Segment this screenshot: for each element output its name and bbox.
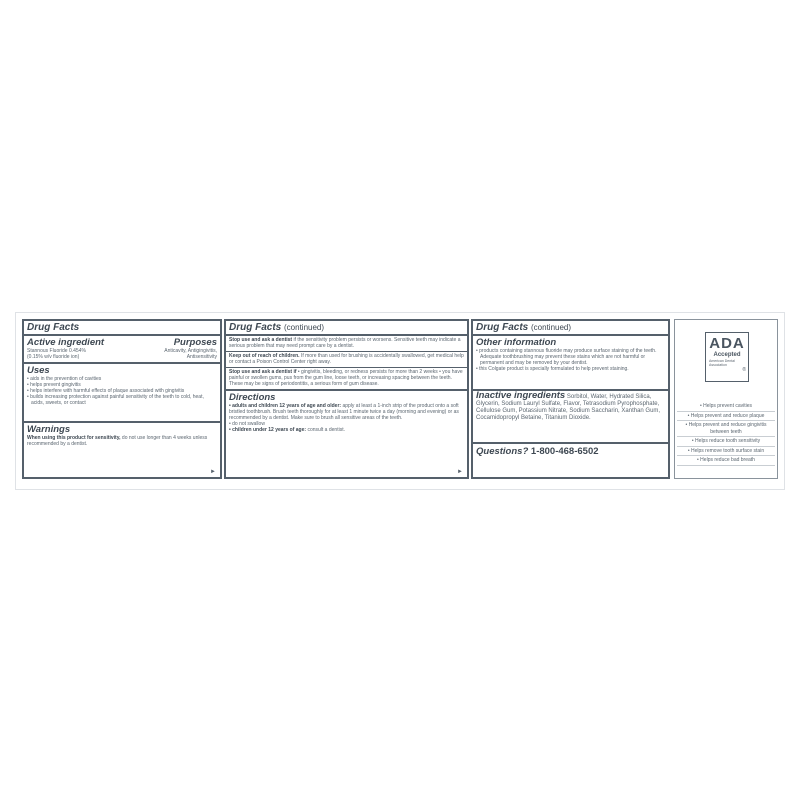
stop-use-if-heading: Stop use and ask a dentist if: [229, 369, 297, 375]
continued-label: (continued): [284, 323, 325, 332]
inactive-ingredients-section: [473, 391, 668, 444]
use-item: • helps prevent gingivitis: [27, 382, 81, 388]
inactive-ingredients-text: Sorbitol, Water, Hydrated Silica, Glycerin, Sodium Lauryl Sulfate, Flavor, Tetrasodium Pyrophosphate, Cellulose Gum, Potassium Nitrate, Sodium Saccharin, Xanthan Gum, Cocamidopropyl Betaine, Titanium Dioxide.: [476, 394, 661, 421]
registered-mark-icon: ®: [742, 367, 746, 373]
stop-use-text: if the sensitivity problem persists or worsens. Sensitive teeth may indicate a serious problem that may need prompt care by a dentist.: [229, 337, 461, 349]
use-item: • aids in the prevention of cavities: [27, 376, 102, 382]
panel-title-text: Drug Facts: [229, 322, 282, 333]
keep-out-heading: Keep out of reach of children.: [229, 353, 300, 359]
warnings-heading: Warnings: [27, 424, 71, 435]
drug-facts-panel-2: [224, 319, 469, 479]
drug-facts-label: [15, 312, 785, 490]
questions-label: Questions?: [476, 446, 529, 457]
ada-association-name: American Dental Association: [709, 359, 735, 367]
stop-use-gingivitis: [226, 368, 467, 391]
ada-claims-list: [677, 402, 775, 466]
direction-children-text: consult a dentist.: [307, 427, 345, 433]
direction-children: [229, 427, 464, 433]
directions-heading: Directions: [229, 392, 276, 403]
fluoride-ion-line: (0.15% w/v fluoride ion): [27, 354, 80, 360]
ada-seal-panel: [674, 319, 778, 479]
warnings-bold-text: When using this product for sensitivity,: [27, 435, 121, 441]
stop-use-sensitivity: [226, 336, 467, 352]
direction-adults-text: apply at least a 1-inch strip of the product onto a soft bristled toothbrush. Brush teeth thoroughly for at least 1 minute twice a day (morning and evening) or as recommended by a dentist. Make sure to brush all sensitive areas of the teeth.: [229, 403, 459, 421]
active-ingredient-section: [24, 336, 220, 364]
drug-facts-panel-3: [471, 319, 670, 479]
stop-use-heading: Stop use and ask a dentist: [229, 337, 293, 343]
continued-label: (continued): [531, 323, 572, 332]
ada-accepted-label: Accepted: [713, 352, 741, 358]
other-info-item: • products containing stannous fluoride may produce surface staining of the teeth. Adequate toothbrushing may prevent these stains which are not harmful or permanent and may be removed by your dentist.: [476, 348, 657, 366]
use-item: • builds increasing protection against painful sensitivity of the teeth to cold, heat, acids, sweets, or contact: [27, 394, 204, 406]
claim-item: • Helps reduce bad breath: [677, 456, 775, 466]
questions-phone: 1-800-468-6502: [530, 446, 599, 457]
uses-section: [24, 364, 220, 423]
claim-item: • Helps prevent and reduce plaque: [677, 412, 775, 422]
other-information-section: [473, 336, 668, 391]
use-item: • helps interfere with harmful effects of plaque associated with gingivitis: [27, 388, 185, 394]
uses-heading: Uses: [27, 365, 50, 376]
questions-line: [473, 444, 668, 459]
direction-adults-label: • adults and children 12 years of age and older:: [229, 403, 342, 409]
direction-children-label: • children under 12 years of age:: [229, 427, 307, 433]
claim-item: • Helps prevent cavities: [677, 402, 775, 412]
continue-arrow-icon: ►: [457, 469, 463, 475]
keep-out-text: If more than used for brushing is accidentally swallowed, get medical help or contact a Poison Control Center right away.: [229, 353, 464, 365]
stop-use-if-text: • gingivitis, bleeding, or redness persists for more than 2 weeks • you have painful or swollen gums, pus from the gum line, loose teeth, or increasing spacing between the teeth. These may be signs of periodontitis, a serious form of gum disease.: [229, 369, 463, 387]
drug-facts-panel-1: [22, 319, 222, 479]
panel-title-text: Drug Facts: [476, 322, 529, 333]
inactive-ingredients-heading: Inactive ingredients: [476, 390, 566, 401]
ada-seal: [705, 332, 749, 382]
other-information-heading: Other information: [476, 337, 557, 348]
panel-title: [473, 321, 668, 336]
claim-item: • Helps remove tooth surface stain: [677, 447, 775, 457]
other-info-item: • this Colgate product is specially formulated to help prevent staining.: [476, 366, 629, 372]
panel-title: [226, 321, 467, 336]
purpose-line-1: Anticavity, Antigingivitis,: [164, 348, 217, 354]
direction-no-swallow: • do not swallow: [229, 421, 265, 427]
warnings-section: [24, 423, 220, 449]
continue-arrow-icon: ►: [210, 469, 216, 475]
active-ingredient-name: Stannous Fluoride 0.454%: [27, 348, 86, 354]
keep-out-of-reach: [226, 352, 467, 368]
purposes-heading: Purposes: [173, 337, 217, 348]
ada-logo: ADA: [709, 335, 745, 352]
claim-item: • Helps prevent and reduce gingivitis between teeth: [677, 421, 775, 437]
directions-section: [226, 391, 467, 435]
purpose-line-2: Antisensitivity: [186, 354, 217, 360]
panel-title: Drug Facts: [24, 321, 220, 336]
active-ingredient-heading: Active ingredient: [27, 337, 105, 348]
claim-item: • Helps reduce tooth sensitivity: [677, 437, 775, 447]
warnings-text: do not use longer than 4 weeks unless recommended by a dentist.: [27, 435, 208, 447]
direction-adults: [229, 403, 464, 421]
